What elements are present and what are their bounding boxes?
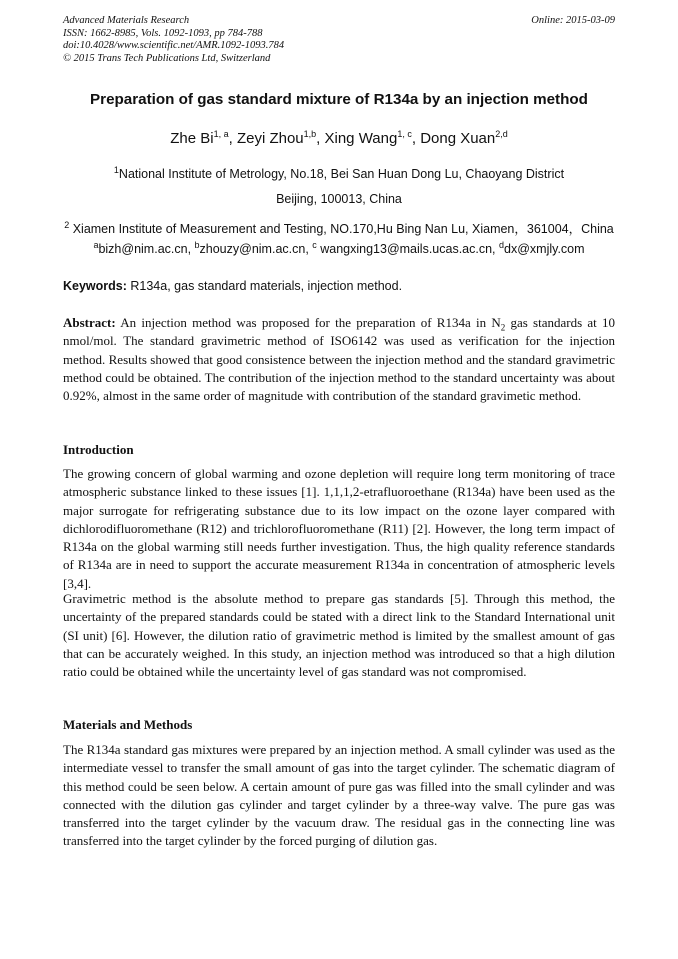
email-mark: d — [499, 239, 505, 250]
email-mark: b — [194, 239, 200, 250]
affiliation-text: Xiamen Institute of Measurement and Testing, NO.170,Hu Bing Nan Lu, Xiamen，361004，China — [69, 222, 614, 236]
subscript: 2 — [500, 322, 506, 333]
author-separator: , — [411, 130, 421, 147]
author-name: Dong Xuan — [420, 130, 496, 147]
affiliation-1 — [0, 164, 678, 181]
author-affiliation-mark: 1,b — [303, 129, 317, 139]
email: dx@xmjly.com — [504, 242, 585, 256]
author-name: Zeyi Zhou — [236, 130, 304, 147]
author-separator: , — [316, 130, 325, 147]
author-separator: , — [228, 130, 237, 147]
affiliation-1-line-2: Beijing, 100013, China — [276, 192, 402, 206]
paper-title: Preparation of gas standard mixture of R134a by an injection method — [90, 91, 588, 108]
author-affiliation-mark: 1, a — [213, 129, 229, 139]
affiliation-mark: 1 — [113, 164, 119, 175]
affiliation-mark: 2 — [64, 219, 70, 230]
author-name: Xing Wang — [324, 130, 398, 147]
keywords-text: R134a, gas standard materials, injection method. — [126, 279, 403, 293]
keywords-label: Keywords: — [63, 279, 127, 293]
author-affiliation-mark: 2,d — [495, 129, 508, 139]
introduction-paragraph-1: The growing concern of global warming and ozone depletion will require long term monitoring of trace atmospheric substance linked to these issues [1]. 1,1,1,2-etrafluoroethane (R134a) have been used as the major surrogate for refrigerating substance due to its low impact on the ozone layer compared with dichlorodifluoromethane (R12) and trichlorofluoromethane (R11) [2]. However, the long term impact of R134a on the global warming still needs further investigation. Thus, the high quality reference standards of R134a are in need to support the accurate measurement R134a in concentration of atmospheric levels [3,4]. — [63, 466, 615, 591]
email: zhouzy@nim.ac.cn, — [199, 242, 313, 256]
introduction-heading: Introduction — [63, 442, 134, 457]
abstract-label: Abstract: — [63, 315, 116, 330]
abstract — [63, 314, 615, 405]
author-affiliation-mark: 1, c — [397, 129, 412, 139]
author-name: Zhe Bi — [170, 130, 214, 147]
email: wangxing13@mails.ucas.ac.cn, — [316, 242, 499, 256]
introduction-paragraph-2: Gravimetric method is the absolute method to prepare gas standards [5]. Through this method, the uncertainty of the prepared standards could be stated with a direct link to the Standard International unit (SI unit) [6]. However, the dilution ratio of gravimetric method is limited by the smallest amount of gas that can be accurately weighed. In this study, an injection method was introduced so that a high dilution ratio could be obtained while the uncertainty level of gas standard was not compromised. — [63, 591, 615, 680]
abstract-text: An injection method was proposed for the preparation of R134a in N — [115, 315, 501, 330]
email: bizh@nim.ac.cn, — [98, 242, 195, 256]
issn: ISSN: 1662-8985, Vols. 1092-1093, pp 784-788 — [63, 27, 263, 39]
email-mark: a — [93, 239, 99, 250]
affiliation-2 — [0, 219, 678, 237]
journal-name: Advanced Materials Research — [63, 15, 190, 26]
email-mark: c — [312, 239, 317, 250]
copyright: © 2015 Trans Tech Publications Ltd, Switzerland — [63, 52, 271, 64]
email-list — [0, 239, 678, 256]
methods-heading: Materials and Methods — [63, 717, 193, 732]
doi: doi:10.4028/www.scientific.net/AMR.1092-1093.784 — [63, 40, 285, 51]
keywords — [63, 279, 615, 293]
abstract-text: gas standards at 10 nmol/mol. The standard gravimetric method of ISO6142 was used as verification for the injection method. Results showed that good consistence between the injection method and the standard gravimetric method could be obtained. The contribution of the injection method to the standard uncertainty was about 0.92%, almost in the same order of magnitude with contribution of the standard gravimetic method. — [63, 315, 615, 404]
affiliation-text: National Institute of Metrology, No.18, Bei San Huan Dong Lu, Chaoyang District — [118, 167, 565, 181]
methods-paragraph-1: The R134a standard gas mixtures were prepared by an injection method. A small cylinder was used as the intermediate vessel to transfer the small amount of gas into the target cylinder. The schematic diagram of this method could be seen below. A certain amount of pure gas was filled into the small cylinder and was connected with the dilution gas cylinder and target cylinder by a three-way valve. The pure gas was transferred into the target cylinder by the vacuum draw. The residual gas in the connecting line was transferred into the target cylinder by the forced purging of dilution gas. — [63, 742, 615, 849]
page-header — [63, 15, 615, 65]
author-list — [0, 130, 678, 147]
online-date: Online: 2015-03-09 — [531, 15, 615, 26]
